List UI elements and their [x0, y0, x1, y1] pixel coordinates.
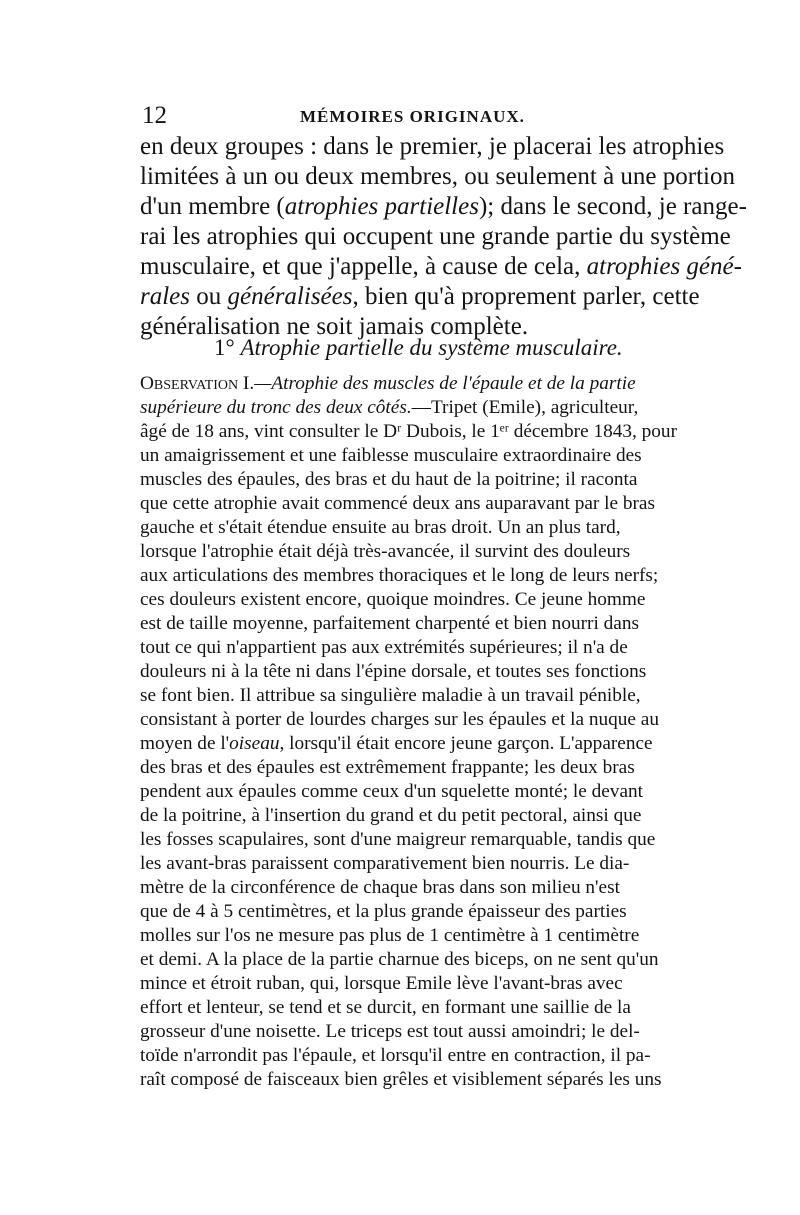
text-line: lorsque l'atrophie était déjà très-avancée, il survint des douleurs — [140, 541, 631, 562]
text-line: molles sur l'os ne mesure pas plus de 1 centimètre à 1 centimètre — [140, 925, 640, 946]
text-line: rai les atrophies qui occupent une grande partie du système — [140, 223, 731, 250]
text-line: et demi. A la place de la partie charnue des biceps, on ne sent qu'un — [140, 949, 659, 970]
text-line: généralisation ne soit jamais complète. — [140, 313, 529, 340]
text-line: des bras et des épaules est extrêmement frappante; les deux bras — [140, 757, 635, 778]
text-line: effort et lenteur, se tend et se durcit, en formant une saillie de la — [140, 997, 631, 1018]
text-line: toïde n'arrondit pas l'épaule, et lorsqu'il entre en contraction, il pa- — [140, 1045, 651, 1066]
text-line: musculaire, et que j'appelle, à cause de cela, atrophies géné- — [140, 253, 742, 280]
text-line: muscles des épaules, des bras et du haut de la poitrine; il raconta — [140, 469, 638, 490]
text-line: consistant à porter de lourdes charges sur les épaules et la nuque au — [140, 709, 659, 730]
text-line: moyen de l'oiseau, lorsqu'il était encore jeune garçon. L'apparence — [140, 733, 653, 754]
text-line: pendent aux épaules comme ceux d'un squelette monté; le devant — [140, 781, 644, 802]
text-line: en deux groupes : dans le premier, je placerai les atrophies — [140, 133, 725, 160]
page-number: 12 — [142, 102, 167, 129]
text-line: ces douleurs existent encore, quoique moindres. Ce jeune homme — [140, 589, 646, 610]
running-title: MÉMOIRES ORIGINAUX. — [300, 107, 525, 126]
text-line: que de 4 à 5 centimètres, et la plus grande épaisseur des parties — [140, 901, 627, 922]
text-line: rales ou généralisées, bien qu'à proprement parler, cette — [140, 283, 700, 310]
text-line: un amaigrissement et une faiblesse musculaire extraordinaire des — [140, 445, 642, 466]
observation-title-line: Observation I.—Atrophie des muscles de l'épaule et de la partie — [140, 373, 636, 394]
text-line: de la poitrine, à l'insertion du grand et du petit pectoral, ainsi que — [140, 805, 642, 826]
text-line: mètre de la circonférence de chaque bras dans son milieu n'est — [140, 877, 620, 898]
text-line: limitées à un ou deux membres, ou seulement à une portion — [140, 163, 735, 190]
text-line: douleurs ni à la tête ni dans l'épine dorsale, et toutes ses fonctions — [140, 661, 647, 682]
text-line: aux articulations des membres thoraciques et le long de leurs nerfs; — [140, 565, 659, 586]
text-line: les avant-bras paraissent comparativement bien nourris. Le dia- — [140, 853, 630, 874]
text-line: que cette atrophie avait commencé deux ans auparavant par le bras — [140, 493, 655, 514]
text-line: est de taille moyenne, parfaitement charpenté et bien nourri dans — [140, 613, 639, 634]
text-line: mince et étroit ruban, qui, lorsque Emile lève l'avant-bras avec — [140, 973, 623, 994]
text-line: raît composé de faisceaux bien grêles et visiblement séparés les uns — [140, 1069, 662, 1090]
page-header — [140, 101, 674, 131]
text-line: grosseur d'une noisette. Le triceps est tout aussi amoindri; le del- — [140, 1021, 640, 1042]
text-line: gauche et s'était étendue ensuite au bras droit. Un an plus tard, — [140, 517, 621, 538]
section-heading: 1° Atrophie partielle du système musculaire. — [214, 335, 623, 360]
observation-label: Observation I. — [140, 373, 255, 394]
text-line: tout ce qui n'appartient pas aux extrémités supérieures; il n'a de — [140, 637, 628, 658]
text-line: d'un membre (atrophies partielles); dans le second, je range- — [140, 193, 747, 220]
observation-title-line: supérieure du tronc des deux côtés.—Tripet (Emile), agriculteur, — [140, 397, 639, 418]
text-line: les fosses scapulaires, sont d'une maigreur remarquable, tandis que — [140, 829, 656, 850]
text-line: se font bien. Il attribue sa singulière maladie à un travail pénible, — [140, 685, 641, 706]
text-line: âgé de 18 ans, vint consulter le Dʳ Dubois, le 1ᵉʳ décembre 1843, pour — [140, 421, 677, 442]
